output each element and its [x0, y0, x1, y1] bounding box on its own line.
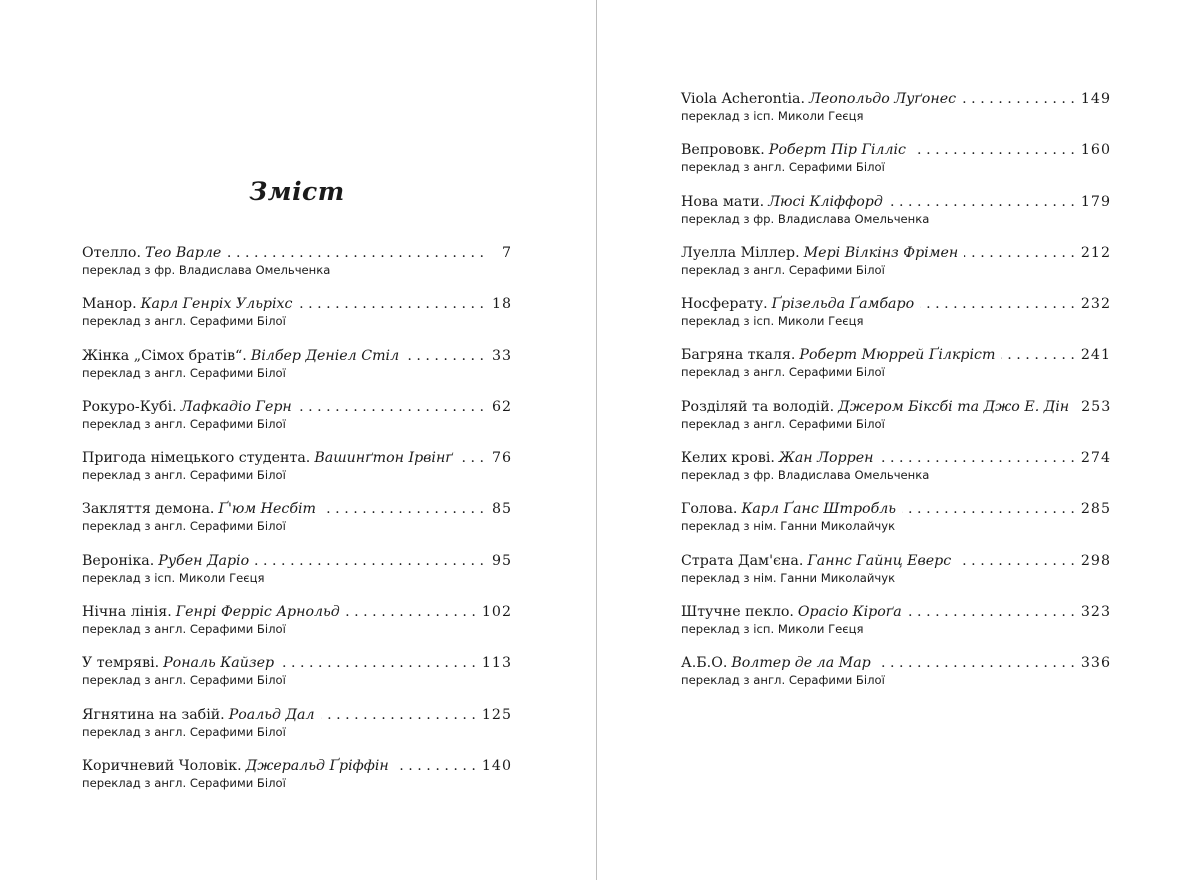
toc-entry-line: [82, 449, 512, 468]
dot-leader: [912, 141, 1075, 160]
toc-entry-line: [681, 244, 1111, 263]
page-number: 336: [1080, 655, 1111, 672]
dot-leader: [346, 603, 476, 622]
page-number: 179: [1080, 193, 1111, 210]
author-name: Вашинґтон Ірвінґ: [314, 450, 453, 467]
author-name: Роберт Пір Гілліс: [768, 142, 906, 159]
dot-leader: [405, 347, 484, 366]
toc-list-left: [82, 244, 512, 808]
toc-entry-line: [82, 552, 512, 571]
author-name: Джеральд Ґріффін: [245, 757, 389, 774]
story-title: Ягнятина на забій.: [82, 706, 225, 723]
toc-entry-line: [681, 552, 1111, 571]
toc-entry: [681, 398, 1111, 449]
translator-credit: переклад з фр. Владислава Омельченка: [681, 211, 930, 226]
page-number: 33: [491, 347, 512, 364]
toc-entry-line: [681, 193, 1111, 212]
dot-leader: [908, 603, 1075, 622]
dot-leader: [879, 449, 1074, 468]
story-title: Коричневий Чоловік.: [82, 757, 242, 774]
author-name: Тео Варле: [144, 245, 222, 261]
page-number: 113: [481, 655, 512, 672]
translator-credit: переклад з англ. Серафими Білої: [681, 416, 885, 431]
page-number: 323: [1080, 603, 1111, 620]
translator-credit: переклад з нім. Ганни Миколайчук: [681, 570, 896, 585]
toc-entry: [681, 90, 1111, 141]
author-name: Роберт Мюррей Ґілкріст: [799, 347, 996, 364]
dot-leader: [395, 757, 476, 776]
story-title: Пригода німецького студента.: [82, 450, 311, 467]
page-number: 62: [491, 398, 512, 415]
toc-entry: [82, 347, 512, 398]
toc-entry: [681, 500, 1111, 551]
page-number: 140: [481, 757, 512, 774]
translator-credit: переклад з ісп. Миколи Геєця: [681, 621, 864, 636]
author-name: Ґ'юм Несбіт: [218, 501, 316, 518]
story-title: Носферату.: [681, 296, 768, 313]
author-name: Рубен Даріо: [158, 552, 250, 569]
dot-leader: [459, 449, 484, 468]
toc-entry-line: [82, 347, 512, 366]
story-title: Нічна лінія.: [82, 604, 172, 621]
story-title: Штучне пекло.: [681, 603, 794, 620]
author-name: Орасіо Кіроґа: [797, 603, 902, 620]
toc-entry: [82, 449, 512, 500]
toc-entry-line: [681, 295, 1111, 314]
toc-entry: [82, 244, 512, 295]
toc-entry-line: [681, 141, 1111, 160]
page-number: 274: [1080, 450, 1111, 467]
toc-entry-line: [681, 603, 1111, 622]
toc-entry-line: [681, 346, 1111, 365]
translator-credit: переклад з ісп. Миколи Геєця: [681, 314, 864, 329]
story-title: Розділяй та володій.: [681, 398, 835, 415]
page-number: 285: [1080, 501, 1111, 518]
dot-leader: [322, 500, 484, 519]
toc-entry: [82, 757, 512, 808]
toc-entry: [681, 552, 1111, 603]
author-name: Люсі Кліффорд: [768, 193, 883, 210]
author-name: Рональ Кайзер: [163, 655, 275, 672]
story-title: Келих крові.: [681, 450, 775, 467]
translator-credit: переклад з ісп. Миколи Геєця: [82, 570, 265, 585]
author-name: Волтер де ла Мар: [731, 655, 871, 672]
page-number: 76: [491, 450, 512, 467]
toc-entry-line: [82, 654, 512, 673]
story-title: Голова.: [681, 501, 738, 518]
story-title: У темряві.: [82, 655, 160, 672]
toc-entry-line: [82, 244, 512, 263]
toc-entry: [681, 193, 1111, 244]
toc-entry: [82, 603, 512, 654]
story-title: Вероніка.: [82, 552, 155, 569]
toc-entry: [681, 295, 1111, 346]
dot-leader: [298, 398, 484, 417]
dot-leader: [227, 244, 484, 263]
author-name: Роальд Дал: [228, 706, 315, 723]
toc-list-right: [681, 90, 1111, 706]
page-number: 241: [1080, 347, 1111, 364]
story-title: Отелло.: [82, 245, 141, 261]
dot-leader: [1001, 346, 1074, 365]
page-number: 85: [491, 501, 512, 518]
story-title: Viola Acherontia.: [681, 91, 805, 107]
toc-entry-line: [82, 398, 512, 417]
page-number: 212: [1080, 244, 1111, 261]
dot-leader: [902, 500, 1075, 519]
toc-entry-line: [82, 500, 512, 519]
translator-credit: переклад з англ. Серафими Білої: [82, 314, 286, 329]
translator-credit: переклад з англ. Серафими Білої: [681, 673, 885, 688]
page-number: 102: [481, 604, 512, 621]
toc-entry: [82, 295, 512, 346]
contents-heading: Зміст: [249, 177, 345, 206]
page-number: 298: [1080, 552, 1111, 569]
author-name: Леопольдо Луґонес: [808, 91, 957, 107]
toc-entry-line: [82, 295, 512, 314]
toc-entry-line: [681, 500, 1111, 519]
dot-leader: [321, 706, 476, 725]
page-number: 125: [481, 706, 512, 723]
author-name: Ганнс Гайнц Еверс: [807, 552, 952, 569]
author-name: Вілбер Деніел Стіл: [250, 347, 400, 364]
dot-leader: [889, 193, 1075, 212]
translator-credit: переклад з англ. Серафими Білої: [681, 365, 885, 380]
page-number: 253: [1081, 398, 1112, 415]
page-number: 232: [1080, 296, 1111, 313]
author-name: Карл Ґанс Штробль: [741, 501, 896, 518]
story-title: Жінка „Сімох братів“.: [82, 347, 247, 364]
translator-credit: переклад з англ. Серафими Білої: [82, 416, 286, 431]
translator-credit: переклад з англ. Серафими Білої: [82, 673, 286, 688]
translator-credit: переклад з англ. Серафими Білої: [681, 262, 885, 277]
toc-entry-line: [82, 706, 512, 725]
toc-entry: [82, 654, 512, 705]
toc-entry-line: [681, 398, 1111, 417]
story-title: Нова мати.: [681, 193, 765, 210]
dot-leader: [280, 654, 476, 673]
dot-leader: [964, 244, 1075, 263]
story-title: А.Б.О.: [681, 655, 728, 672]
toc-entry: [681, 244, 1111, 295]
toc-entry: [82, 552, 512, 603]
toc-entry: [681, 141, 1111, 192]
translator-credit: переклад з англ. Серафими Білої: [82, 775, 286, 790]
story-title: Страта Дам'єна.: [681, 552, 804, 569]
toc-entry-line: [82, 757, 512, 776]
author-name: Джером Біксбі та Джо Е. Дін: [838, 398, 1070, 415]
author-name: Мері Вілкінз Фрімен: [803, 244, 959, 261]
author-name: Лафкадіо Герн: [180, 398, 292, 415]
translator-credit: переклад з англ. Серафими Білої: [82, 622, 286, 637]
dot-leader: [255, 552, 484, 571]
translator-credit: переклад з англ. Серафими Білої: [82, 365, 286, 380]
toc-entry: [82, 706, 512, 757]
translator-credit: переклад з англ. Серафими Білої: [681, 160, 885, 175]
toc-entry-line: [681, 90, 1111, 109]
author-name: Жан Лоррен: [778, 450, 874, 467]
toc-entry: [681, 654, 1111, 705]
toc-entry: [82, 500, 512, 551]
dot-leader: [877, 654, 1075, 673]
story-title: Луелла Міллер.: [681, 244, 800, 261]
author-name: Карл Генріх Ульріхс: [140, 296, 293, 313]
page-number: 7: [501, 245, 512, 261]
dot-leader: [957, 552, 1075, 571]
toc-entry-line: [82, 603, 512, 622]
story-title: Багряна ткаля.: [681, 347, 796, 364]
translator-credit: переклад з англ. Серафими Білої: [82, 519, 286, 534]
dot-leader: [298, 295, 484, 314]
dot-leader: [962, 90, 1075, 109]
translator-credit: переклад з фр. Владислава Омельченка: [82, 263, 331, 277]
story-title: Рокуро-Кубі.: [82, 398, 177, 415]
translator-credit: переклад з англ. Серафими Білої: [82, 468, 286, 483]
toc-entry-line: [681, 449, 1111, 468]
dot-leader: [920, 295, 1075, 314]
author-name: Ґрізельда Ґамбаро: [771, 296, 915, 313]
page-number: 95: [491, 552, 512, 569]
toc-entry: [82, 398, 512, 449]
page-number: 18: [491, 296, 512, 313]
page-number: 160: [1080, 142, 1111, 159]
translator-credit: переклад з фр. Владислава Омельченка: [681, 468, 930, 483]
story-title: Закляття демона.: [82, 501, 215, 518]
story-title: Манор.: [82, 296, 137, 313]
translator-credit: переклад з нім. Ганни Миколайчук: [681, 519, 896, 534]
toc-entry: [681, 449, 1111, 500]
author-name: Генрі Ферріс Арнольд: [175, 604, 340, 621]
story-title: Вепрововк.: [681, 142, 765, 159]
translator-credit: переклад з англ. Серафими Білої: [82, 724, 286, 739]
translator-credit: переклад з ісп. Миколи Геєця: [681, 109, 864, 123]
toc-entry: [681, 346, 1111, 397]
toc-entry: [681, 603, 1111, 654]
page-number: 149: [1080, 91, 1111, 107]
toc-entry-line: [681, 654, 1111, 673]
